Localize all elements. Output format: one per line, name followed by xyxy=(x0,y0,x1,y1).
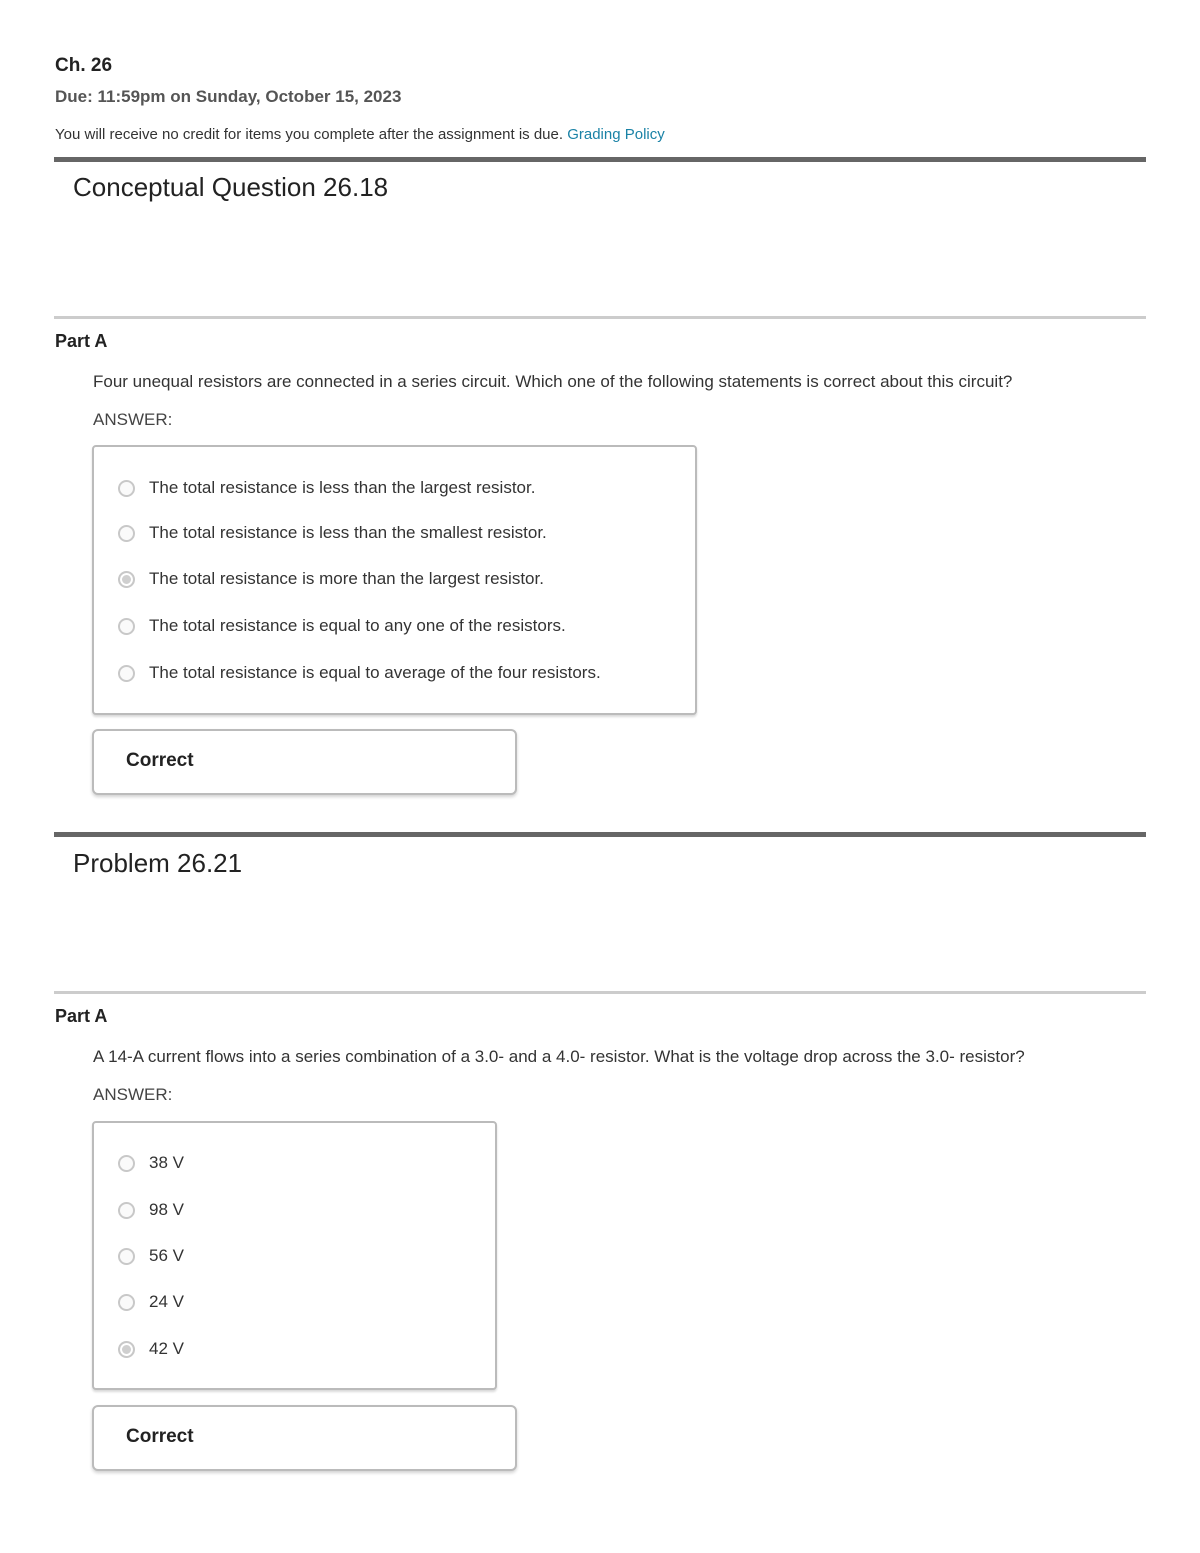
option-label: 42 V xyxy=(149,1339,184,1358)
part-label: Part A xyxy=(55,331,108,351)
answer-option[interactable] xyxy=(118,663,601,683)
due-date: Due: 11:59pm on Sunday, October 15, 2023 xyxy=(55,87,402,106)
answer-label: ANSWER: xyxy=(93,410,173,429)
answer-option-selected[interactable] xyxy=(118,1339,184,1359)
result-status: Correct xyxy=(126,1426,194,1447)
radio-button-selected[interactable] xyxy=(118,1341,135,1358)
answer-option[interactable] xyxy=(118,478,535,498)
grading-policy-link[interactable]: Grading Policy xyxy=(567,126,665,143)
result-box xyxy=(92,1405,517,1471)
option-label: The total resistance is equal to any one of the resistors. xyxy=(149,616,566,635)
section-divider xyxy=(54,832,1146,837)
option-label: 56 V xyxy=(149,1246,184,1265)
radio-button[interactable] xyxy=(118,665,135,682)
answer-option[interactable] xyxy=(118,1153,184,1173)
option-label: The total resistance is less than the smallest resistor. xyxy=(149,523,547,542)
result-status: Correct xyxy=(126,750,194,771)
option-label: 98 V xyxy=(149,1200,184,1219)
radio-button[interactable] xyxy=(118,1248,135,1265)
answer-option[interactable] xyxy=(118,1200,184,1220)
answer-option-selected[interactable] xyxy=(118,569,544,589)
part-divider xyxy=(54,991,1146,994)
question-title: Conceptual Question 26.18 xyxy=(73,172,389,202)
option-label: The total resistance is less than the largest resistor. xyxy=(149,478,536,497)
option-label: The total resistance is more than the largest resistor. xyxy=(149,569,544,588)
part-divider xyxy=(54,316,1146,319)
answer-option[interactable] xyxy=(118,616,566,636)
answer-options-box xyxy=(92,445,697,715)
question-text: Four unequal resistors are connected in a series circuit. Which one of the following statements is correct about this circuit? xyxy=(93,372,1013,391)
radio-button[interactable] xyxy=(118,1294,135,1311)
radio-button[interactable] xyxy=(118,1155,135,1172)
question-title: Problem 26.21 xyxy=(73,848,243,878)
radio-button[interactable] xyxy=(118,618,135,635)
result-box xyxy=(92,729,517,795)
part-label: Part A xyxy=(55,1006,108,1026)
late-policy-note xyxy=(55,126,665,143)
answer-option[interactable] xyxy=(118,523,547,543)
question-text: A 14-A current flows into a series combination of a 3.0- and a 4.0- resistor. What is the voltage drop across the 3.0- resistor? xyxy=(93,1047,1025,1066)
radio-button[interactable] xyxy=(118,525,135,542)
option-label: 38 V xyxy=(149,1153,184,1172)
assignment-title: Ch. 26 xyxy=(55,55,113,76)
late-policy-text: You will receive no credit for items you complete after the assignment is due. xyxy=(55,126,564,143)
answer-option[interactable] xyxy=(118,1292,184,1312)
radio-button[interactable] xyxy=(118,1202,135,1219)
section-divider xyxy=(54,157,1146,162)
radio-button[interactable] xyxy=(118,480,135,497)
answer-options-box xyxy=(92,1121,497,1390)
answer-option[interactable] xyxy=(118,1246,184,1266)
option-label: 24 V xyxy=(149,1292,184,1311)
radio-button-selected[interactable] xyxy=(118,571,135,588)
option-label: The total resistance is equal to average of the four resistors. xyxy=(149,663,601,682)
answer-label: ANSWER: xyxy=(93,1085,173,1104)
